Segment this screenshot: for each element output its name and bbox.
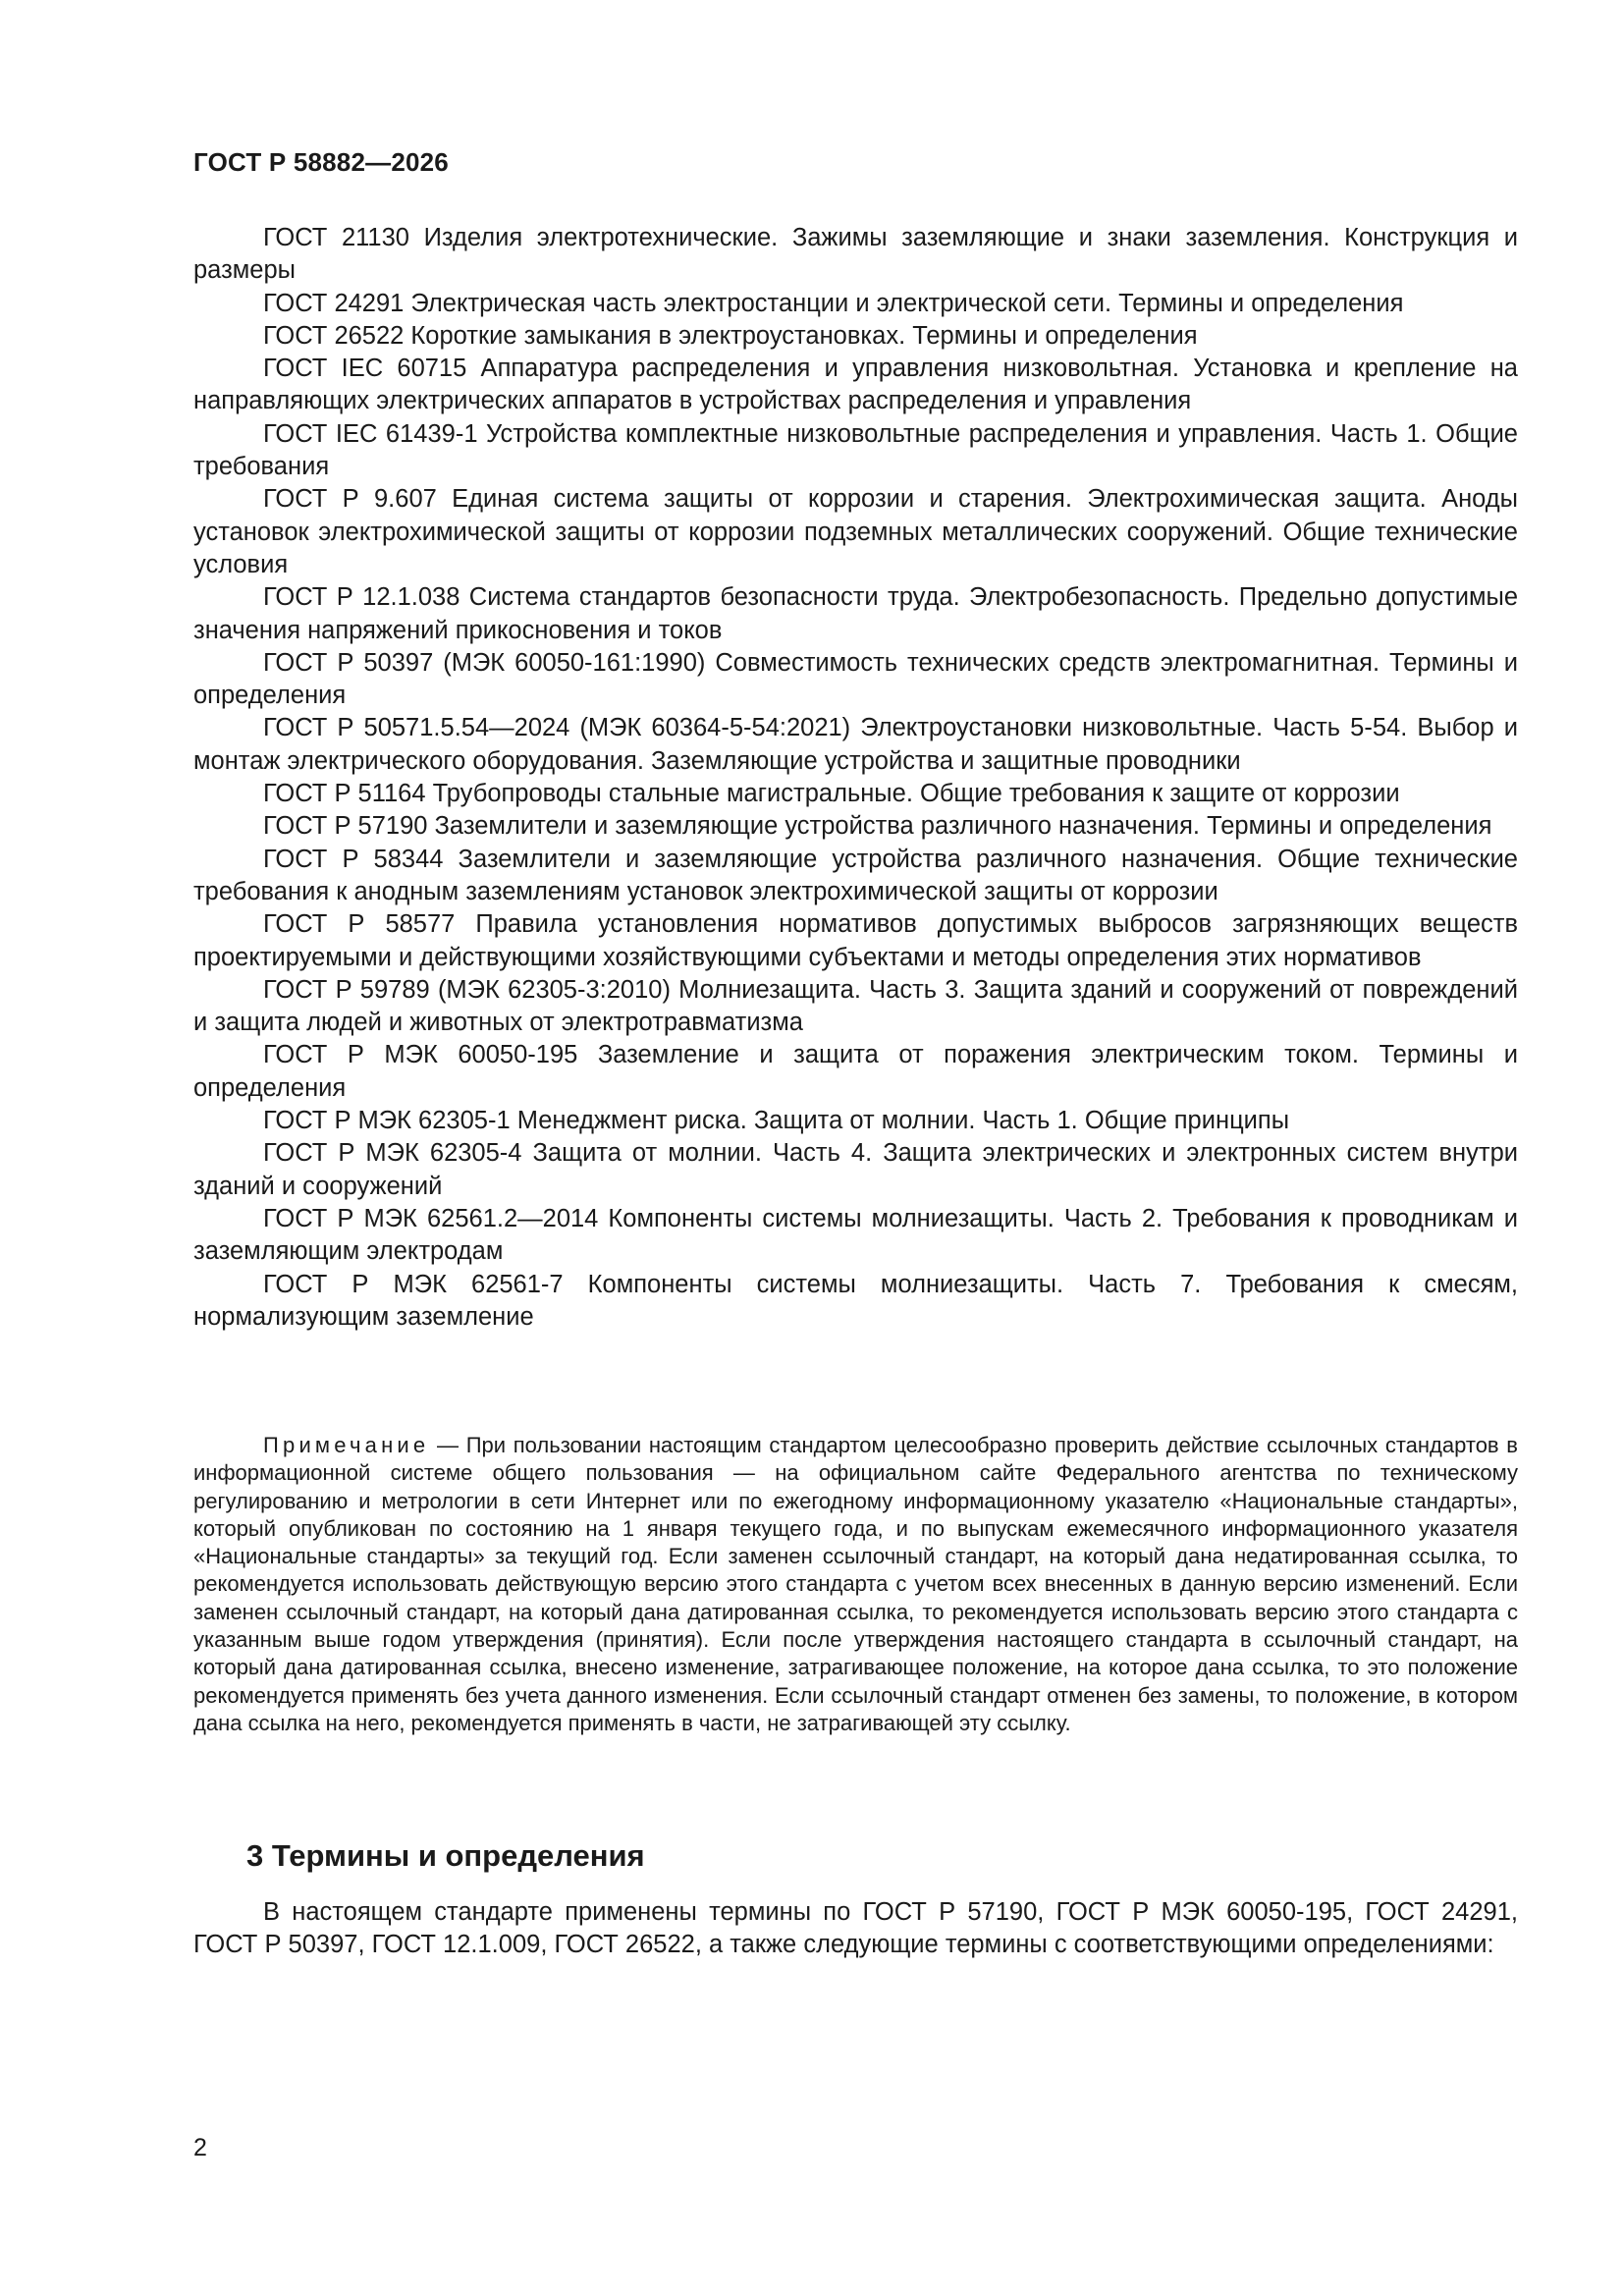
note-text: — При пользовании настоящим стандартом целесообразно проверить действие ссылочных стандартов в информационной системе общего пользования — на официальном сайте Федерального агентства по техническому регулированию и метрологии в сети Интернет или по ежегодному информационному указателю «Национальные стандарты», который опубликован по состоянию на 1 января текущего года, и по выпускам ежемесячного информационного указателя «Национальные стандарты» за текущий год. Если заменен ссылочный стандарт, на который дана недатированная ссылка, то рекомендуется использовать действующую версию этого стандарта с учетом всех внесенных в данную версию изменений. Если заменен ссылочный стандарт, на который дана датированная ссылка, то рекомендуется использовать версию этого стандарта с указанным выше годом утверждения (принятия). Если после утверждения настоящего стандарта в ссылочный стандарт, на который дана датированная ссылка, внесено изменение, затрагивающее положение, на которое дана ссылка, то это положение рекомендуется применять без учета данного изменения. Если ссылочный стандарт отменен без замены, то положение, в котором дана ссылка на него, рекомендуется применять в части, не затрагивающей эту ссылку. — [193, 1433, 1518, 1735]
reference-item: ГОСТ Р МЭК 62561-7 Компоненты системы молниезащиты. Часть 7. Требования к смесям, нормализующим заземление — [193, 1270, 1518, 1331]
note-block — [193, 1432, 1518, 1737]
reference-item: ГОСТ Р 51164 Трубопроводы стальные магистральные. Общие требования к защите от коррозии — [263, 780, 1400, 808]
page-header: ГОСТ Р 58882—2026 — [193, 147, 449, 177]
section-heading: 3 Термины и определения — [246, 1838, 645, 1873]
reference-item: ГОСТ Р 50571.5.54—2024 (МЭК 60364-5-54:2021) Электроустановки низковольтные. Часть 5-54. Выбор и монтаж электрического оборудования. Заземляющие устройства и защитные проводники — [193, 714, 1518, 775]
section-body — [193, 1896, 1518, 1962]
reference-item: ГОСТ 24291 Электрическая часть электростанции и электрической сети. Термины и определения — [263, 289, 1404, 317]
reference-item: ГОСТ Р МЭК 62561.2—2014 Компоненты системы молниезащиты. Часть 2. Требования к проводникам и заземляющим электродам — [193, 1204, 1518, 1266]
reference-item: ГОСТ Р 58577 Правила установления нормативов допустимых выбросов загрязняющих веществ проектируемыми и действующими хозяйствующими субъектами и методы определения этих нормативов — [193, 910, 1518, 971]
reference-item: ГОСТ Р 57190 Заземлители и заземляющие устройства различного назначения. Термины и определения — [263, 812, 1492, 841]
note-paragraph — [193, 1432, 1518, 1737]
reference-item: ГОСТ Р 50397 (МЭК 60050-161:1990) Совместимость технических средств электромагнитная. Термины и определения — [193, 648, 1518, 710]
reference-item: ГОСТ 26522 Короткие замыкания в электроустановках. Термины и определения — [263, 321, 1198, 350]
reference-item: ГОСТ 21130 Изделия электротехнические. Зажимы заземляющие и знаки заземления. Конструкция и размеры — [193, 224, 1518, 285]
reference-item: ГОСТ IEC 60715 Аппаратура распределения и управления низковольтная. Установка и крепление на направляющих электрических аппаратов в устройствах распределения и управления — [193, 355, 1518, 415]
note-label: Примечание — [263, 1433, 430, 1457]
page-number: 2 — [193, 2134, 207, 2161]
reference-item: ГОСТ Р МЭК 62305-4 Защита от молнии. Часть 4. Защита электрических и электронных систем внутри зданий и сооружений — [193, 1139, 1518, 1200]
reference-item: ГОСТ Р МЭК 60050-195 Заземление и защита от поражения электрическим током. Термины и определения — [193, 1041, 1518, 1102]
reference-item: ГОСТ Р 58344 Заземлители и заземляющие устройства различного назначения. Общие технические требования к анодным заземлениям установок электрохимической защиты от коррозии — [193, 845, 1518, 905]
normative-references-list — [193, 222, 1518, 1334]
section-paragraph: В настоящем стандарте применены термины по ГОСТ Р 57190, ГОСТ Р МЭК 60050-195, ГОСТ 24291, ГОСТ Р 50397, ГОСТ 12.1.009, ГОСТ 26522, а также следующие термины с соответствующими определениями: — [193, 1898, 1518, 1959]
reference-item: ГОСТ Р МЭК 62305-1 Менеджмент риска. Защита от молнии. Часть 1. Общие принципы — [263, 1107, 1290, 1135]
reference-item: ГОСТ Р 9.607 Единая система защиты от коррозии и старения. Электрохимическая защита. Аноды установок электрохимической защиты от коррозии подземных металлических сооружений. Общие технические условия — [193, 485, 1518, 578]
reference-item: ГОСТ Р 59789 (МЭК 62305-3:2010) Молниезащита. Часть 3. Защита зданий и сооружений от повреждений и защита людей и животных от электротравматизма — [193, 975, 1518, 1037]
reference-item: ГОСТ Р 12.1.038 Система стандартов безопасности труда. Электробезопасность. Предельно допустимые значения напряжений прикосновения и токов — [193, 583, 1518, 644]
reference-item: ГОСТ IEC 61439-1 Устройства комплектные низковольтные распределения и управления. Часть 1. Общие требования — [193, 419, 1518, 481]
